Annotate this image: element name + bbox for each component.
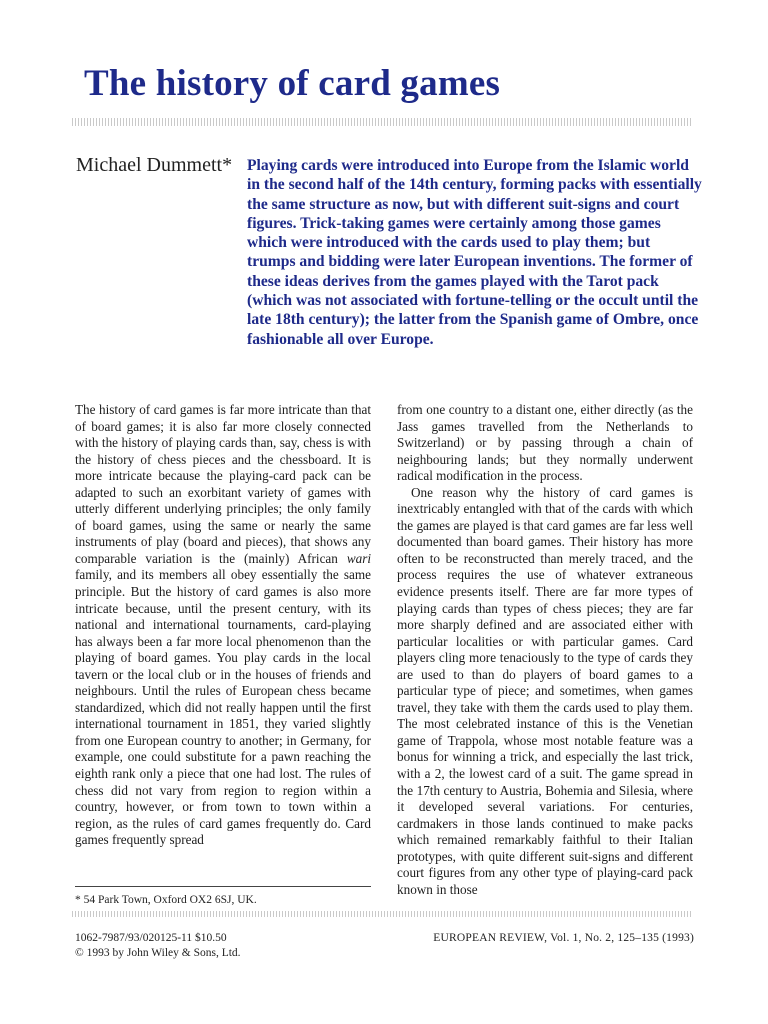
footer-rule xyxy=(72,911,692,917)
body-paragraph-continuation: from one country to a distant one, either directly (as the Jass games travelled from the Netherlands to Switzerland) or by passing through a chain of neighbouring lands; but they normally underwent radical modification in the process. xyxy=(397,402,693,484)
body-paragraph xyxy=(75,402,371,849)
issn-price: 1062-7987/93/020125-11 $10.50 xyxy=(75,932,227,944)
footer-right xyxy=(433,931,694,946)
header-rule xyxy=(72,118,692,126)
author-name: Michael Dummett* xyxy=(76,154,233,176)
abstract: Playing cards were introduced into Europe from the Islamic world in the second half of the 14th century, forming packs with essentially the same structure as now, but with different suit-signs and court figures. Trick-taking games were certainly among those games which were introduced with the cards used to play them; but trumps and bidding were later European inventions. The former of these ideas derives from the games played with the Tarot pack (which was not associated with fortune-telling or the occult until the late 18th century); the latter from the Spanish game of Ombre, once fashionable all over Europe. xyxy=(247,157,702,348)
italic-term: wari xyxy=(346,550,371,566)
copyright: © 1993 by John Wiley & Sons, Ltd. xyxy=(75,947,241,959)
footer-left xyxy=(75,931,241,961)
body-paragraph: One reason why the history of card games is inextricably entangled with that of the cards with which the games are played is that card games are far less well documented than board games. Their history has more often to be reconstructed than merely traced, and the process requires the use of whatever extraneous evidence presents itself. There are far more types of playing cards than types of chess pieces; they are far more sharply defined and are associated either with particular localities or with particular games. Card players cling more tenaciously to the type of cards they are used to than do players of board games to a particular type of piece; and sometimes, when games travel, they take with them the cards used to play them. The most celebrated instance of this is the Venetian game of Trappola, whose most notable feature was a bonus for winning a trick, and especially the last trick, with a 2, the lowest card of a suit. The game spread in the 17th century to Austria, Bohemia and Silesia, where it developed several variations. For centuries, cardmakers in those lands continued to make packs which remained remarkably faithful to their Italian prototypes, with quite different suit-signs and different court figures from any other type of playing-card pack known in those xyxy=(397,484,693,897)
article-title: The history of card games xyxy=(84,63,501,104)
body-text: The history of card games is far more intricate than that of board games; it is also far more closely connected with the history of playing cards than, say, chess is with the history of chess pieces and the chessboard. It is more intricate because the playing-card pack can be adapted to such an exorbitant variety of games with utterly different underlying principles; the only family of board games, using the same or nearly the same instruments of play (board and pieces), that shows any comparable variation is the (mainly) African xyxy=(75,402,371,566)
journal-citation: EUROPEAN REVIEW, Vol. 1, No. 2, 125–135 (1993) xyxy=(433,932,694,944)
author-affiliation-footnote: * 54 Park Town, Oxford OX2 6SJ, UK. xyxy=(75,894,257,906)
body-column-left xyxy=(75,402,371,849)
footnote-rule xyxy=(75,886,371,887)
body-column-right xyxy=(397,402,693,898)
body-text: family, and its members all obey essentially the same principle. But the history of card games is also more intricate because, until the present century, with its national and international tournaments, card-playing has always been a far more local phenomenon than the playing of board games. You play cards in the local tavern or the local club or in the houses of friends and neighbours. Until the rules of European chess became standardized, which did not really happen until the first international tournament in 1851, they varied slightly from one European country to another; in Germany, for example, one could substitute for a pawn reaching the eighth rank only a piece that one had lost. The rules of chess did not vary from region to region within a country, however, or from town to town within a region, as the rules of card games frequently do. Card games frequently spread xyxy=(75,567,371,848)
